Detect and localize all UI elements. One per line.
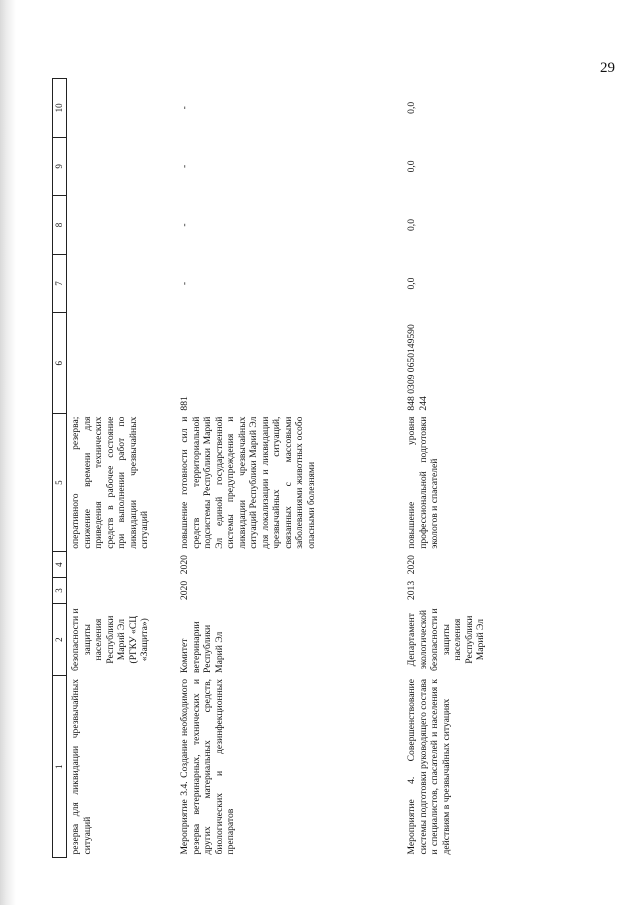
cell-value-9 bbox=[67, 137, 177, 196]
cell-value-7 bbox=[67, 254, 177, 313]
header-col-1: 1 bbox=[53, 676, 67, 858]
cell-result: повышение готовности сил и средств территориальной подсистемы Республики Марий Эл единой государственной системы предупреждения и ликвидации чрезвычайных ситуаций Республики Марий Эл для локализации и ликвидации чрезвычайных ситуаций, связанных с массовыми заболеваниями животных особо опасными болезнями bbox=[179, 416, 317, 549]
header-col-4: 4 bbox=[53, 552, 67, 578]
cell-budget-code: 881 bbox=[179, 396, 190, 411]
scan-edge-shadow bbox=[0, 0, 16, 905]
cell-value-7: 0,0 bbox=[406, 277, 417, 290]
cell-value-8: 0,0 bbox=[406, 218, 417, 231]
cell-value-10: - bbox=[179, 106, 190, 110]
cell-value-7: - bbox=[179, 281, 190, 286]
cell-start-year: 2013 bbox=[406, 580, 417, 601]
cell-result: повышение уровня профессиональной подготовки экологов и спасателей bbox=[406, 416, 440, 549]
program-table bbox=[52, 78, 582, 858]
cell-start-year bbox=[67, 578, 177, 604]
header-col-5: 5 bbox=[53, 414, 67, 552]
cell-executor: безопасности и защиты населения Республики Марий Эл (РГКУ «СЦ «Защита») bbox=[70, 608, 150, 671]
cell-end-year: 2020 bbox=[406, 555, 417, 575]
table-row bbox=[176, 79, 403, 858]
cell-activity: резерва для ликвидации чрезвычайных ситуаций bbox=[70, 678, 93, 855]
cell-value-10 bbox=[67, 79, 177, 138]
header-row bbox=[53, 79, 67, 858]
cell-activity: Мероприятие 4. Совершенствование системы подготовки руководящего состава и специалистов, спасателей и населения к действиям в чрезвычайных ситуациях bbox=[406, 678, 452, 855]
cell-budget-code: 848 0309 0650149590 244 bbox=[406, 324, 429, 411]
page-number: 29 bbox=[600, 60, 615, 76]
cell-end-year bbox=[67, 552, 177, 578]
cell-activity: Мероприятие 3.4. Создание необходимого резерва ветеринарных, технических и других материальных средств, биологических и дезинфекционных препаратов bbox=[179, 678, 236, 855]
table-row bbox=[67, 79, 177, 858]
cell-executor: Комитет ветеринарии Республики Марий Эл bbox=[179, 621, 225, 673]
header-col-3: 3 bbox=[53, 578, 67, 604]
cell-value-9: - bbox=[179, 164, 190, 169]
header-col-7: 7 bbox=[53, 254, 67, 313]
cell-value-9: 0,0 bbox=[406, 160, 417, 173]
cell-result: оперативного резерва; снижение времени для приведения технических средств в рабочее состояние при выполнении работ по ликвидации чрезвычайных ситуаций bbox=[70, 416, 150, 549]
cell-start-year: 2020 bbox=[179, 580, 190, 601]
header-col-8: 8 bbox=[53, 196, 67, 255]
header-col-2: 2 bbox=[53, 603, 67, 676]
table-row bbox=[403, 79, 582, 858]
rotated-table-wrapper bbox=[52, 78, 597, 858]
cell-end-year: 2020 bbox=[179, 555, 190, 575]
cell-budget-code bbox=[67, 313, 177, 414]
header-col-9: 9 bbox=[53, 137, 67, 196]
header-col-10: 10 bbox=[53, 79, 67, 138]
cell-value-10: 0,0 bbox=[406, 101, 417, 114]
cell-value-8: - bbox=[179, 223, 190, 227]
cell-value-8 bbox=[67, 196, 177, 255]
cell-executor: Департамент экологической безопасности и защиты населения Республики Марий Эл bbox=[406, 608, 486, 671]
header-col-6: 6 bbox=[53, 313, 67, 414]
